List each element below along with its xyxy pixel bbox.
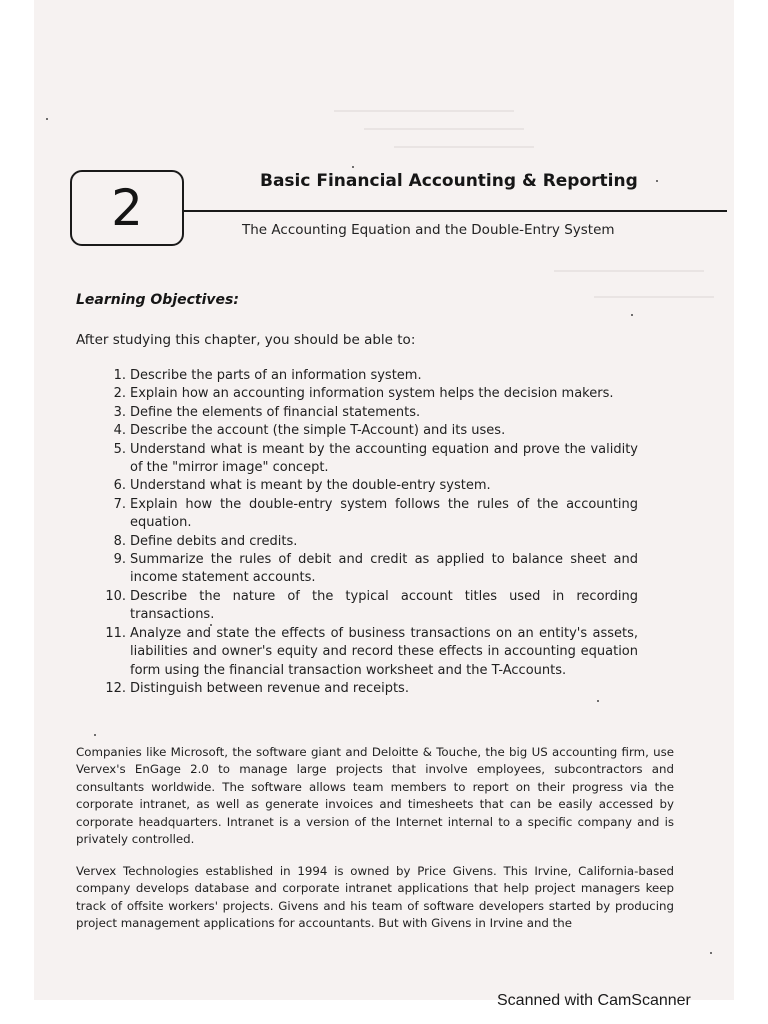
objective-item — [90, 422, 638, 440]
objective-number: 6. — [113, 478, 126, 494]
objective-item — [90, 367, 638, 385]
objective-text: Describe the nature of the typical account titles used in recording transactions. — [130, 588, 638, 623]
objective-item — [90, 625, 638, 680]
learning-objectives-intro: After studying this chapter, you should be able to: — [76, 332, 416, 348]
scan-speck — [94, 734, 96, 736]
objective-number: 9. — [113, 552, 126, 568]
chapter-subtitle: The Accounting Equation and the Double-Entry System — [242, 222, 615, 238]
objectives-list — [90, 367, 638, 698]
objective-text: Distinguish between revenue and receipts. — [130, 680, 409, 696]
objective-number: 11. — [105, 625, 126, 641]
bleed-through-mark — [334, 110, 514, 112]
scan-speck — [352, 166, 354, 168]
body-paragraph: Vervex Technologies established in 1994 is owned by Price Givens. This Irvine, California-based company develops database and corporate intranet applications that help project managers keep track of offsite workers' projects. Givens and his team of software developers started by producing project management applications for accountants. But with Givens in Irvine and the — [76, 864, 674, 931]
bleed-through-mark — [394, 146, 534, 148]
scan-speck — [597, 700, 599, 702]
objective-text: Analyze and state the effects of business transactions on an entity's assets, liabilities and owner's equity and record these effects in accounting equation form using the financial transaction worksheet and the T-Accounts. — [130, 625, 638, 678]
objective-item — [90, 385, 638, 403]
scanned-page — [34, 0, 734, 1000]
bleed-through-mark — [364, 128, 524, 130]
objective-number: 12. — [105, 680, 126, 696]
objective-number: 5. — [113, 441, 126, 457]
objective-text: Define debits and credits. — [130, 533, 298, 549]
objective-item — [90, 441, 638, 478]
bleed-through-mark — [554, 270, 704, 272]
objective-text: Understand what is meant by the accounting equation and prove the validity of the "mirror image" concept. — [130, 441, 638, 476]
objective-text: Describe the parts of an information system. — [130, 368, 422, 383]
objective-text: Describe the account (the simple T-Account) and its uses. — [130, 423, 506, 439]
scan-speck — [656, 180, 658, 182]
objective-number: 3. — [113, 404, 126, 420]
objective-number: 1. — [113, 368, 126, 383]
objective-number: 4. — [113, 423, 126, 439]
objective-number: 8. — [113, 533, 126, 549]
scan-speck — [210, 624, 212, 626]
learning-objectives-heading: Learning Objectives: — [76, 292, 239, 308]
chapter-title: Basic Financial Accounting & Reporting — [260, 171, 638, 191]
scan-speck — [710, 952, 712, 954]
objective-item — [90, 477, 638, 495]
chapter-number: 2 — [111, 179, 143, 237]
scan-speck — [631, 314, 633, 316]
camscanner-watermark: Scanned with CamScanner — [497, 992, 691, 1009]
objective-item — [90, 551, 638, 588]
body-paragraph: Companies like Microsoft, the software giant and Deloitte & Touche, the big US accounting firm, use Vervex's EnGage 2.0 to manage large projects that involve employees, subcontractors and consultants worldwide. The software allows team members to report on their progress via the corporate intranet, as well as generate invoices and timesheets that can be easily accessed by corporate headquarters. Intranet is a version of the Internet internal to a specific company and is privately controlled. — [76, 745, 674, 847]
objective-text: Explain how an accounting information system helps the decision makers. — [130, 386, 614, 402]
objective-item — [90, 533, 638, 551]
objective-number: 7. — [113, 496, 126, 512]
bleed-through-mark — [594, 296, 714, 298]
objective-text: Explain how the double-entry system follows the rules of the accounting equation. — [130, 496, 638, 531]
objective-text: Define the elements of financial statements. — [130, 404, 421, 420]
objective-item — [90, 404, 638, 422]
objective-number: 10. — [105, 588, 126, 604]
chapter-number-box — [70, 170, 184, 246]
objective-item — [90, 588, 638, 625]
objective-item — [90, 680, 638, 698]
objective-item — [90, 496, 638, 533]
objective-text: Understand what is meant by the double-entry system. — [130, 478, 491, 494]
scan-speck — [46, 118, 48, 120]
header-rule — [184, 210, 727, 212]
objective-number: 2. — [113, 386, 126, 402]
objective-text: Summarize the rules of debit and credit as applied to balance sheet and income statement accounts. — [130, 552, 638, 586]
